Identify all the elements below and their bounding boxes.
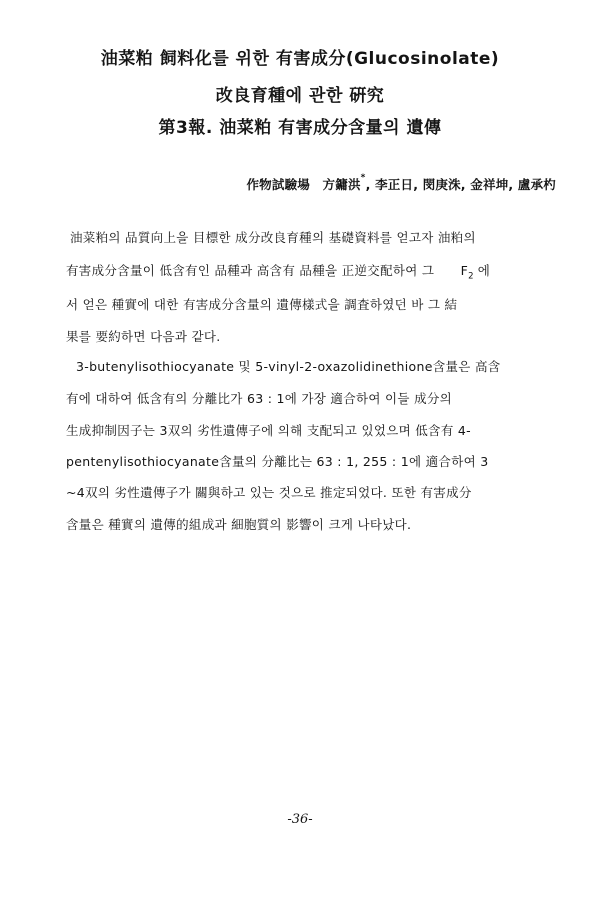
co-authors: 李正日, 閔庚洙, 金祥坤, 盧承杓: [375, 177, 556, 192]
author-mark: *: [360, 173, 366, 183]
page-number: -36-: [287, 812, 313, 827]
f2-notation: $F_2$ 에: [460, 263, 491, 282]
title-line-3: 第3報. 油菜粕 有害成分含量의 遺傳: [158, 118, 442, 138]
body-line-10: 含量은 種實의 遺傳的組成과 細胞質의 影響이 크게 나타났다.: [66, 517, 412, 532]
body-line-7: 生成抑制因子는 3双의 劣性遺傳子에 의해 支配되고 있었으며 低含有 4-: [66, 423, 471, 438]
body-line-5: 3-butenylisothiocyanate 및 5-vinyl-2-oxazolidinethione含量은 高含: [76, 359, 501, 374]
lead-author: 方鏞洪: [322, 177, 361, 192]
body-line-8: pentenylisothiocyanate含量의 分離比는 63 : 1, 255 : 1에 適合하여 3: [66, 454, 489, 469]
title-line-1: 油菜粕 飼料化를 위한 有害成分(Glucosinolate): [100, 49, 500, 69]
body-line-3: 서 얻은 種實에 대한 有害成分含量의 遺傳樣式을 調査하였던 바 그 結: [66, 297, 458, 312]
body-line-9: ~4双의 劣性遺傳子가 關與하고 있는 것으로 推定되었다. 또한 有害成分: [66, 485, 472, 500]
body-line-2: 有害成分含量이 低含有인 品種과 高含有 品種을 正逆交配하여 그 $F_2$ 에: [66, 263, 491, 282]
title-line-2: 改良育種에 관한 硏究: [215, 86, 385, 106]
affiliation: 作物試驗場: [246, 177, 310, 192]
body-line-1: 油菜粕의 品質向上을 目標한 成分改良育種의 基礎資料를 얻고자 油粕의: [70, 230, 476, 245]
body-line-4: 果를 要約하면 다음과 같다.: [66, 329, 221, 344]
body-line-6: 有에 대하여 低含有의 分離比가 63 : 1에 가장 適合하여 이들 成分의: [66, 391, 453, 406]
author-line: 作物試驗場 方鏞洪*, 李正日, 閔庚洙, 金祥坤, 盧承杓: [246, 173, 556, 192]
